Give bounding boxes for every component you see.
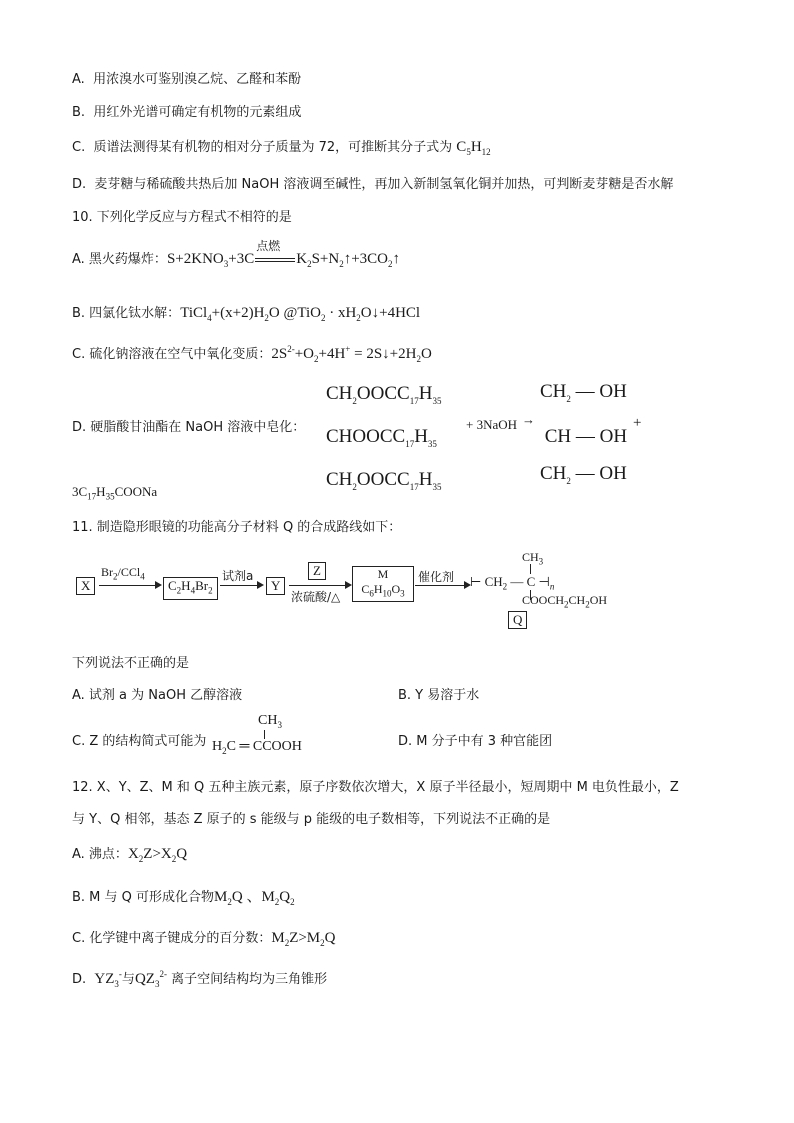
- box-m: M $C_6H_{10}O_3$: [352, 566, 414, 602]
- equation-c: $2S^{2-}+O_2+4H^+$ = $2S↓+2H_2O$: [271, 344, 432, 364]
- q11-stem: 11. 制造隐形眼镜的功能高分子材料 Q 的合成路线如下：: [72, 520, 402, 535]
- reaction-arrow: →: [522, 412, 535, 427]
- q10-option-d-label: D. 硬脂酸甘油酯在 NaOH 溶液中皂化：: [72, 420, 306, 435]
- polymer-side: $COOCH_2CH_2OH$: [522, 593, 608, 610]
- box-z: Z: [308, 562, 326, 580]
- glycerol-structure: $CH_2$ — OH CH — OH $CH_2$ — OH: [540, 381, 628, 486]
- q11-option-a: A. 试剂 a 为 NaOH 乙醇溶液: [72, 688, 243, 703]
- q12-option-d: D. $YZ_3^-$与$QZ_3^{2-}$ 离子空间结构均为三角锥形: [72, 969, 328, 989]
- plus-sign: +: [633, 415, 642, 431]
- reagent-a: 试剂a: [222, 569, 254, 583]
- q9-option-c: C. 质谱法测得某有机物的相对分子质量为 72，可推断其分子式为 $C_5H_{12}$: [72, 139, 491, 157]
- box-y: Y: [266, 577, 285, 595]
- naoh-reagent: + 3NaOH: [466, 417, 518, 432]
- q12-option-b: B. M 与 Q 可形成化合物$M_2Q$ 、$M_2Q_2$: [72, 889, 295, 907]
- equation-b: $TiCl_4+(x+2)H_2O$ @TiO$_2$ · $xH_2O↓+4HCl$: [180, 305, 421, 323]
- q10-option-a: A. 黑火药爆炸：$S+2KNO_3+3C$ 点燃 $K_2S+N_2↑+3CO_2↑$: [72, 239, 400, 269]
- equation-a: $S+2KNO_3+3C$ 点燃 $K_2S+N_2↑+3CO_2↑$: [166, 239, 400, 269]
- box-c2h4br2: $C_2H_4Br_2$: [163, 577, 218, 600]
- q9-option-d: D. 麦芽糖与稀硫酸共热后加 NaOH 溶液调至碱性，再加入新制氢氧化铜并加热，可判断麦芽糖是否水解: [72, 177, 674, 192]
- polymer-ch3: $CH_3$: [522, 550, 544, 567]
- q12-option-c: C. 化学键中离子键成分的百分数：$M_2Z>M_2Q$: [72, 930, 336, 948]
- polymer-chain: ⊢ $CH_2$ — C $⊣_n$: [470, 574, 555, 592]
- formula-c5h12: $C_5H_{12}$: [456, 139, 491, 157]
- box-q: Q: [508, 611, 527, 629]
- q12-stem-line1: 12. X、Y、Z、M 和 Q 五种主族元素，原子序数依次增大，X 原子半径最小，短周期中 M 电负性最小，Z: [72, 780, 679, 795]
- box-x: X: [76, 577, 95, 595]
- q11-option-b: B. Y 易溶于水: [398, 688, 480, 703]
- q10-option-b: B. 四氯化钛水解：$TiCl_4+(x+2)H_2O$ @TiO$_2$ · $xH_2O↓+4HCl$: [72, 305, 421, 323]
- reagent-catalyst: 催化剂: [418, 570, 455, 584]
- q12-option-a: A. 沸点：$X_2Z>X_2Q$: [72, 846, 188, 864]
- q9-option-a: A. 用浓溴水可鉴别溴乙烷、乙醛和苯酚: [72, 72, 302, 87]
- glyceride-structure: $CH_2OOCC_{17}H_{35}$ $CHOOCC_{17}H_{35}$ $CH_2OOCC_{17}H_{35}$: [326, 383, 442, 492]
- q11-option-d: D. M 分子中有 3 种官能团: [398, 734, 553, 749]
- sodium-stearate: $3C_{17}H_{35}COONa$: [72, 484, 158, 502]
- reagent-h2so4: 浓硫酸/△: [291, 590, 341, 604]
- q11-option-c: C. Z 的结构简式可能为: [72, 734, 207, 749]
- methacrylic-ch3: $CH_3$: [258, 713, 282, 730]
- q10-stem: 10. 下列化学反应与方程式不相符的是: [72, 210, 292, 225]
- q10-option-c: C. 硫化钠溶液在空气中氧化变质：$2S^{2-}+O_2+4H^+$ = $2S↓+2H_2O$: [72, 344, 432, 364]
- q9-option-b: B. 用红外光谱可确定有机物的元素组成: [72, 105, 302, 120]
- reagent-br2: $Br_2/CCl_4$: [101, 565, 145, 582]
- q12-stem-line2: 与 Y、Q 相邻，基态 Z 原子的 s 能级与 p 能级的电子数相等，下列说法不正确的是: [72, 812, 551, 827]
- methacrylic-acid: $H_2C$ ═ CCOOH: [212, 739, 302, 756]
- q11-question: 下列说法不正确的是: [72, 656, 190, 671]
